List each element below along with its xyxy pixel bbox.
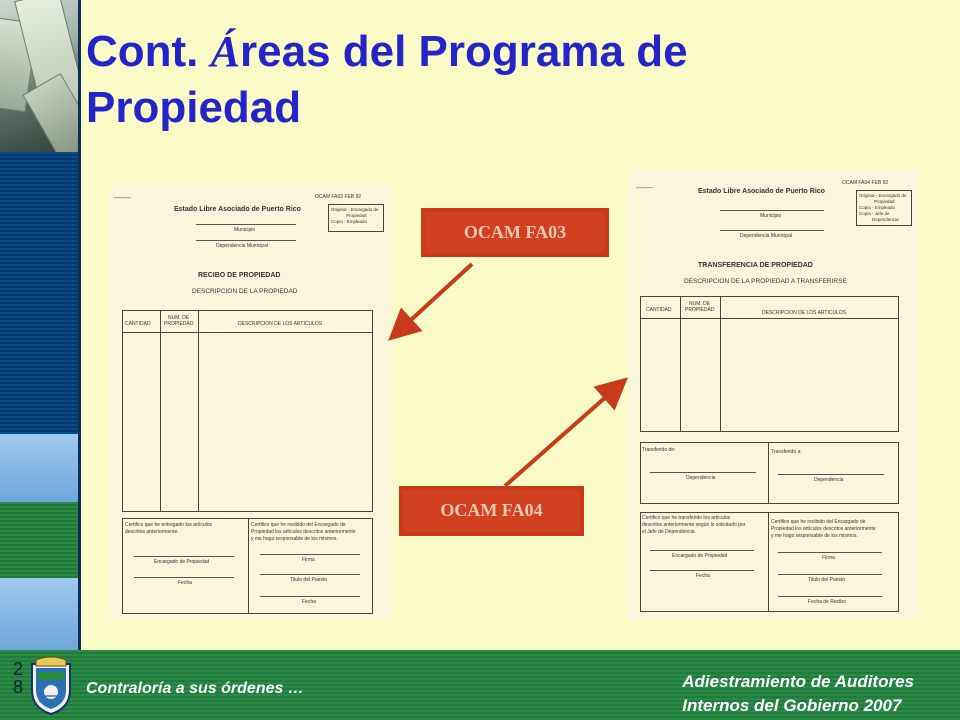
copy-line: Copia - Empleado xyxy=(859,205,896,210)
dependencia-l: Dependencia xyxy=(686,475,716,481)
footer-motto: Contraloría a sus órdenes … xyxy=(86,680,304,697)
cert-left-text: Certifico que he transferido los artículos xyxy=(642,515,731,521)
dependencia-label: Dependencia Municipal xyxy=(216,243,268,249)
signature-line xyxy=(650,550,754,551)
sig-titulo: Titulo del Puesto xyxy=(290,577,328,583)
blank-line xyxy=(196,224,296,225)
title-rest: reas del Programa de xyxy=(240,27,688,76)
callout-label: OCAM FA03 xyxy=(425,212,605,253)
footer-course-title xyxy=(682,670,914,718)
sig-encargado: Encargado de Propiedad xyxy=(154,559,210,565)
table-column-divider xyxy=(160,310,161,512)
cert-right-text: Propiedad los artículos descritos anteriormente xyxy=(251,529,356,535)
cert-right-text: Certifico que he recibido del Encargado de xyxy=(771,519,866,525)
col-num: NUM. DE xyxy=(689,301,711,307)
transfer-divider xyxy=(768,442,769,504)
sig-titulo: Titulo del Puesto xyxy=(808,577,846,583)
form-header: Estado Libre Asociado de Puerto Rico xyxy=(174,206,301,213)
form-mark: —— xyxy=(636,182,652,192)
copy-line: Original - Encargado de xyxy=(331,207,379,212)
col-cantidad: CANTIDAD xyxy=(125,321,151,327)
signature-line xyxy=(134,556,234,557)
transferido-a: Transferido a: xyxy=(771,449,802,455)
cert-left-text: el Jefe de Dependencia. xyxy=(642,529,696,535)
arrow-to-left-form xyxy=(400,264,472,330)
form-code: OCAM FA03 FEB 92 xyxy=(315,194,362,200)
sig-firma: Firma xyxy=(822,555,835,561)
cert-right-text: y me hago responsable de los mismos. xyxy=(251,536,338,542)
money-photo xyxy=(0,0,80,152)
signature-line xyxy=(260,596,360,597)
callout-label: OCAM FA04 xyxy=(403,490,580,532)
cert-left-text: descritos anteriormente según lo solicitado por xyxy=(642,522,746,528)
table-column-divider xyxy=(198,310,199,512)
table-column-divider xyxy=(720,296,721,432)
col-num: NUM. DE xyxy=(168,315,190,321)
copy-line: Copia - Empleado xyxy=(331,219,368,224)
form-mark: —— xyxy=(114,192,130,202)
col-desc: DESCRIPCION DE LOS ARTICULOS xyxy=(238,321,323,327)
signature-line xyxy=(260,574,360,575)
form-doc-subtitle: DESCRIPCION DE LA PROPIEDAD A TRANSFERIRSE xyxy=(684,278,847,285)
cert-left-text: descritos anteriormente. xyxy=(125,529,179,535)
title-accent: Á xyxy=(210,27,240,76)
form-doc-title: TRANSFERENCIA DE PROPIEDAD xyxy=(698,262,813,269)
contraloria-seal-icon xyxy=(26,656,76,716)
sig-fecha: Fecha xyxy=(178,580,192,586)
sig-firma: Firma xyxy=(302,557,315,563)
copy-line: Original - Encargado de xyxy=(859,193,907,198)
blank-line xyxy=(650,472,756,473)
form-doc-title: RECIBO DE PROPIEDAD xyxy=(198,272,281,279)
signature-line xyxy=(778,574,882,575)
sidebar-divider xyxy=(78,0,81,650)
form-doc-subtitle: DESCRIPCION DE LA PROPIEDAD xyxy=(192,288,298,295)
col-cantidad: CANTIDAD xyxy=(646,307,672,313)
form-code: OCAM FA04 FEB 92 xyxy=(842,180,889,186)
copy-line: Propiedad xyxy=(874,199,895,204)
municipio-label: Municipio xyxy=(234,227,256,233)
green-stripe-panel xyxy=(0,502,80,578)
col-num: PROPIEDAD xyxy=(164,321,194,327)
transfer-box xyxy=(640,442,899,504)
cert-left-text: Certifico que he entregado los artículos xyxy=(125,522,212,528)
dependencia-r: Dependencia xyxy=(814,477,844,483)
table-column-divider xyxy=(680,296,681,432)
col-desc: DESCRIPCION DE LOS ARTICULOS xyxy=(762,310,847,316)
certification-divider xyxy=(768,512,769,612)
transferido-de: Transferido de: xyxy=(642,447,676,453)
footer-bar xyxy=(0,650,960,720)
blank-line xyxy=(196,240,296,241)
copy-line: Copia - Jefe de xyxy=(859,211,890,216)
signature-line xyxy=(778,552,882,553)
dependencia-label: Dependencia Municipal xyxy=(740,233,792,239)
sig-encargado: Encargado de Propiedad xyxy=(672,553,728,559)
certification-divider xyxy=(248,518,249,614)
copy-line: Dependencia xyxy=(872,217,899,222)
decorative-sidebar xyxy=(0,0,82,650)
page-number: 2 8 xyxy=(12,659,23,697)
form-transferencia-propiedad xyxy=(628,170,918,620)
light-blue-panel xyxy=(0,434,80,502)
blank-line xyxy=(720,210,824,211)
callout-ocam-fa04 xyxy=(399,486,584,536)
sig-fecha-recibo: Fecha de Recibo xyxy=(808,599,846,605)
sig-fecha2: Fecha xyxy=(302,599,316,605)
title-line2: Propiedad xyxy=(86,83,302,132)
slide-title xyxy=(86,24,946,136)
blank-line xyxy=(778,474,884,475)
signature-line xyxy=(134,577,234,578)
cert-right-text: Propiedad los artículos descritos anteriormente xyxy=(771,526,876,532)
form-recibo-propiedad xyxy=(110,184,392,620)
footer-course-line1: Adiestramiento de Auditores xyxy=(682,672,914,691)
cert-right-text: Certifico que he recibido del Encargado de xyxy=(251,522,346,528)
footer-course-line2: Internos del Gobierno 2007 xyxy=(682,696,902,715)
arrow-to-right-form xyxy=(505,388,616,486)
form-header: Estado Libre Asociado de Puerto Rico xyxy=(698,188,825,195)
cert-right-text: y me hago responsable de los mismos. xyxy=(771,533,858,539)
blue-stripe-panel xyxy=(0,152,80,434)
municipio-label: Municipio xyxy=(760,213,782,219)
table-header-divider xyxy=(640,318,899,319)
signature-line xyxy=(260,554,360,555)
copy-line: Propiedad xyxy=(346,213,367,218)
signature-line xyxy=(778,596,882,597)
col-num: PROPIEDAD xyxy=(685,307,715,313)
title-prefix: Cont. xyxy=(86,27,211,76)
sig-fecha: Fecha xyxy=(696,573,710,579)
callout-ocam-fa03 xyxy=(421,208,609,257)
blank-line xyxy=(720,230,824,231)
signature-line xyxy=(650,570,754,571)
light-blue-panel xyxy=(0,578,80,650)
